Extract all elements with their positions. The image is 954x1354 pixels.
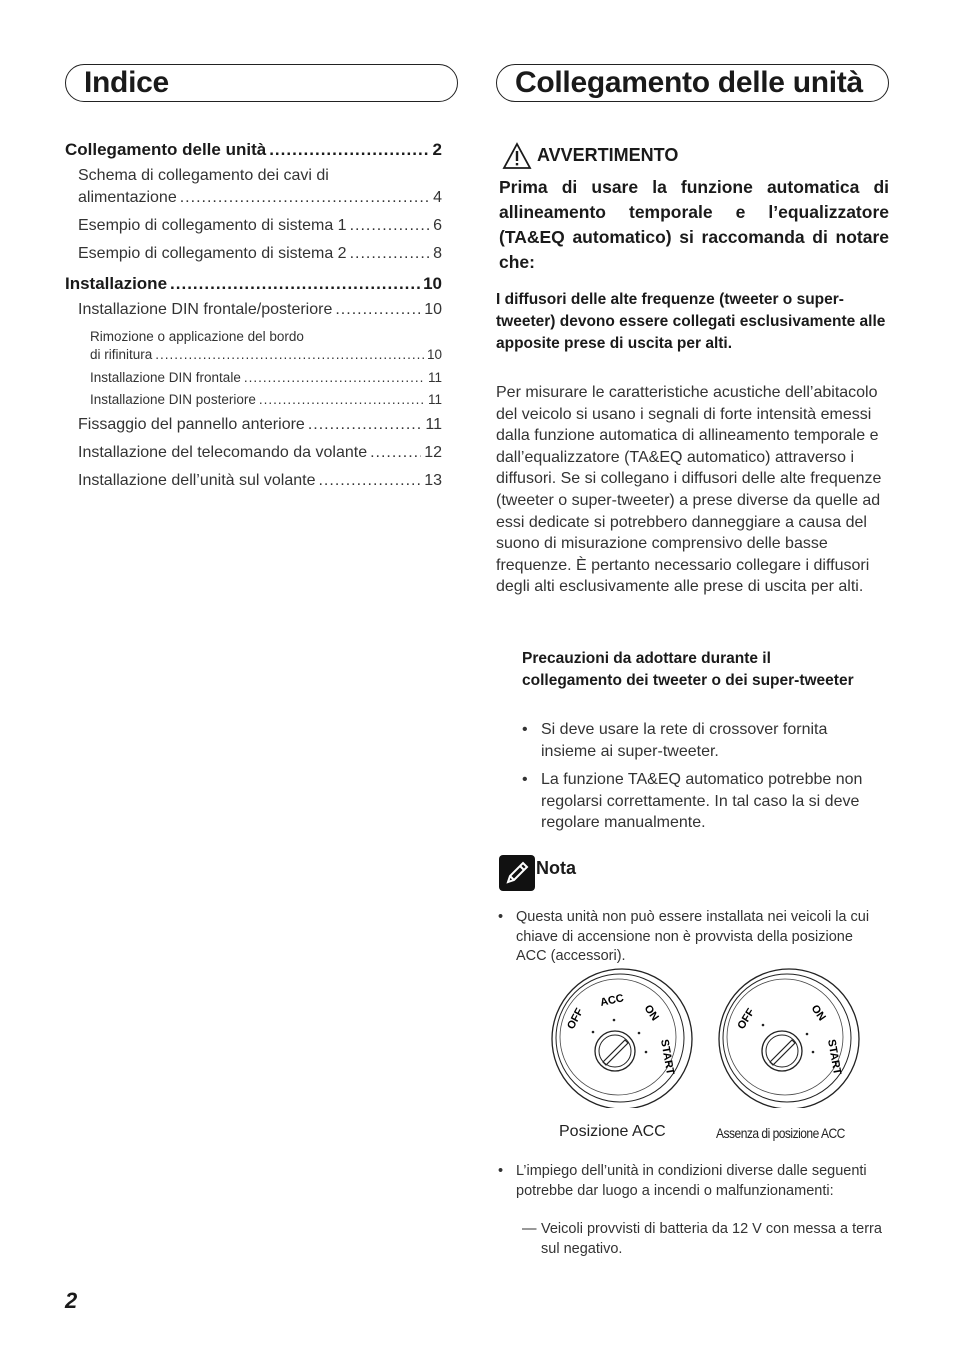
warning-bold-note: I diffusori delle alte frequenze (tweeter o super-tweeter) devono essere collegati esclusivamente alle apposite prese di uscita per alti. xyxy=(496,291,886,352)
warning-heading xyxy=(496,142,889,170)
list-item xyxy=(522,719,872,762)
nota-title: Nota xyxy=(536,858,576,878)
toc-entry-line: Schema di collegamento dei cavi di xyxy=(78,167,329,184)
switch-label: START xyxy=(825,1038,844,1076)
toc-entry[interactable]: di rifinitura ..... 10 xyxy=(65,347,442,362)
bullet-icon: • xyxy=(522,771,528,788)
ignition-switch-no-acc xyxy=(719,969,859,1108)
switch-label: ON xyxy=(808,1002,828,1024)
list-item xyxy=(498,1162,882,1201)
toc-entry[interactable]: Esempio di collegamento di sistema 2 ..... 8 xyxy=(65,245,442,263)
switch-label: OFF xyxy=(735,1006,758,1032)
dash-icon: — xyxy=(522,1221,537,1237)
list-item xyxy=(498,908,882,967)
list-item-text: Questa unità non può essere installata nei veicoli la cui chiave di accensione non è provvista della posizione ACC (accessori). xyxy=(516,909,870,964)
toc-entry[interactable]: Installazione ..... 10 xyxy=(65,274,442,294)
toc-entry[interactable]: alimentazione ..... 4 xyxy=(65,189,442,207)
warning-title: AVVERTIMENTO xyxy=(537,145,679,165)
ignition-figure xyxy=(545,968,875,1108)
page-title-left: Indice xyxy=(84,66,169,99)
list-item xyxy=(522,1220,882,1259)
toc-entry[interactable]: Fissaggio del pannello anteriore ..... 11 xyxy=(65,416,442,434)
note-pencil-icon xyxy=(499,855,535,891)
bullet-icon: • xyxy=(498,909,504,925)
toc-entry[interactable]: Installazione DIN posteriore ..... 11 xyxy=(65,392,442,407)
list-item-text: Veicoli provvisti di batteria da 12 V con messa a terra sul negativo. xyxy=(541,1221,882,1257)
toc-entry[interactable]: Esempio di collegamento di sistema 1 ..... 6 xyxy=(65,217,442,235)
bullet-icon: • xyxy=(522,721,528,738)
list-item xyxy=(522,769,882,834)
figure-caption-acc: Posizione ACC xyxy=(559,1123,666,1140)
toc-entry[interactable]: Collegamento delle unità ..... 2 xyxy=(65,140,442,160)
header-collegamento xyxy=(496,64,889,102)
precaution-title: Precauzioni da adottare durante il collegamento dei tweeter o dei super-tweeter xyxy=(522,650,854,689)
switch-label: START xyxy=(658,1038,677,1076)
toc-entry[interactable]: Installazione del telecomando da volante ..... 12 xyxy=(65,444,442,462)
page-title-right: Collegamento delle unità xyxy=(515,66,863,99)
toc-entry[interactable]: Installazione DIN frontale ..... 11 xyxy=(65,370,442,385)
list-item-text: Si deve usare la rete di crossover fornita insieme ai super-tweeter. xyxy=(541,721,828,760)
ignition-switch-acc xyxy=(552,969,692,1108)
page-number: 2 xyxy=(65,1288,78,1313)
list-item-text: L’impiego dell’unità in condizioni diverse dalle seguenti potrebbe dar luogo a incendi o malfunzionamenti: xyxy=(516,1163,867,1199)
switch-label: ACC xyxy=(599,992,625,1009)
header-indice xyxy=(65,64,458,102)
warning-lead: Prima di usare la funzione automatica di allineamento temporale e l’equalizzatore (TA&EQ automatico) si raccomanda di notare che: xyxy=(499,177,889,272)
switch-label: OFF xyxy=(565,1006,586,1032)
nota-heading xyxy=(496,853,889,891)
warning-triangle-icon xyxy=(502,142,532,170)
toc-entry[interactable]: Installazione dell’unità sul volante ..... 13 xyxy=(65,472,442,490)
toc-entry[interactable]: Installazione DIN frontale/posteriore ..... 10 xyxy=(65,301,442,319)
toc-entry-line: Rimozione o applicazione del bordo xyxy=(90,329,304,344)
list-item-text: La funzione TA&EQ automatico potrebbe non regolarsi correttamente. In tal caso la si deve regolare manualmente. xyxy=(541,771,863,832)
figure-caption-no-acc: Assenza di posizione ACC xyxy=(716,1125,845,1141)
switch-label: ON xyxy=(641,1002,661,1024)
warning-paragraph: Per misurare le caratteristiche acustiche dell’abitacolo del veicolo si usano i segnali di forte intensità emessi dalla funzione automatica di allineamento temporale e dall’equalizzatore (TA&EQ automatico) attraverso i diffusori. Se si collegano i diffusori delle alte frequenze (tweeter o super-tweeter) a prese diverse da quelle ad essi dedicate si potrebbero danneggiare a causa del suono di misurazione comprensivo delle basse frequenze. È pertanto necessario collegare i diffusori degli alti esclusivamente alle prese di uscita per alti. xyxy=(496,384,882,596)
bullet-icon: • xyxy=(498,1163,504,1179)
